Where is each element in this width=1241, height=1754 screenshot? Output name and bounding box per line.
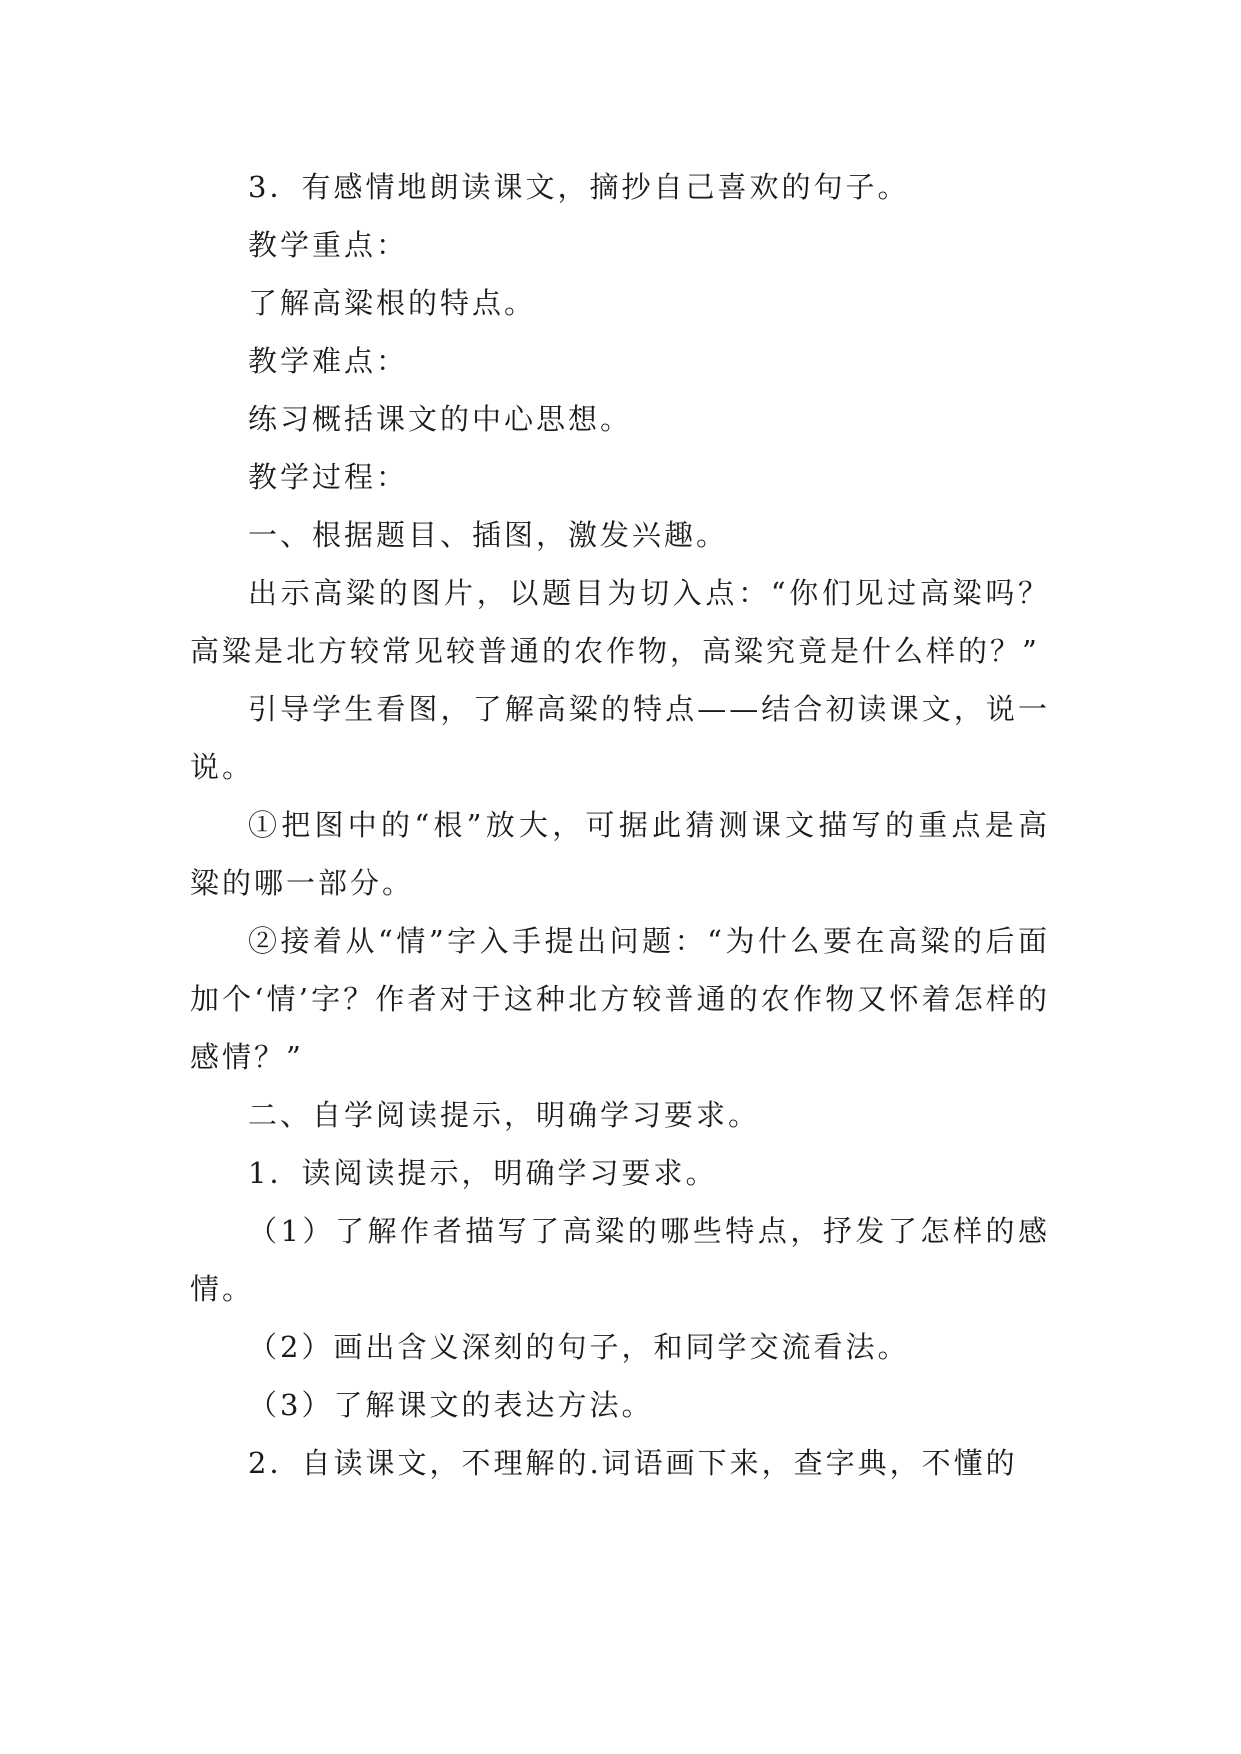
section-heading-two: 二、自学阅读提示，明确学习要求。: [248, 1098, 761, 1132]
paragraph-item-1: 3．有感情地朗读课文，摘抄自己喜欢的句子。: [248, 170, 910, 204]
paragraph-teaching-difficulty: 练习概括课文的中心思想。: [248, 402, 633, 436]
paragraph-teaching-focus: 了解高粱根的特点。: [248, 286, 537, 320]
paragraph-requirement-3: （3）了解课文的表达方法。: [248, 1388, 654, 1422]
document-body: [190, 158, 1050, 1492]
heading-teaching-process: 教学过程：: [248, 460, 409, 494]
section-heading-one: 一、根据题目、插图，激发兴趣。: [248, 518, 729, 552]
paragraph-point-two: ②接着从“情”字入手提出问题：“为什么要在高粱的后面加个‘情’字？作者对于这种北方较普通的农作物又怀着怎样的感情？”: [190, 924, 1050, 1074]
heading-teaching-difficulty: 教学难点：: [248, 344, 409, 378]
paragraph-requirement-2: （2）画出含义深刻的句子，和同学交流看法。: [248, 1330, 910, 1364]
heading-teaching-focus: 教学重点：: [248, 228, 409, 262]
paragraph-step-two: 2．自读课文，不理解的.词语画下来，查字典，不懂的: [248, 1446, 1018, 1480]
paragraph-requirement-1: （1）了解作者描写了高粱的哪些特点，抒发了怎样的感情。: [190, 1214, 1050, 1306]
paragraph-guide-students: 引导学生看图，了解高粱的特点——结合初读课文，说一说。: [190, 692, 1050, 784]
paragraph-point-one: ①把图中的“根”放大，可据此猜测课文描写的重点是高粱的哪一部分。: [190, 808, 1050, 900]
paragraph-step-one: 1．读阅读提示，明确学习要求。: [248, 1156, 718, 1190]
paragraph-show-picture: 出示高粱的图片，以题目为切入点：“你们见过高粱吗？高粱是北方较常见较普通的农作物，高粱究竟是什么样的？”: [190, 576, 1050, 668]
